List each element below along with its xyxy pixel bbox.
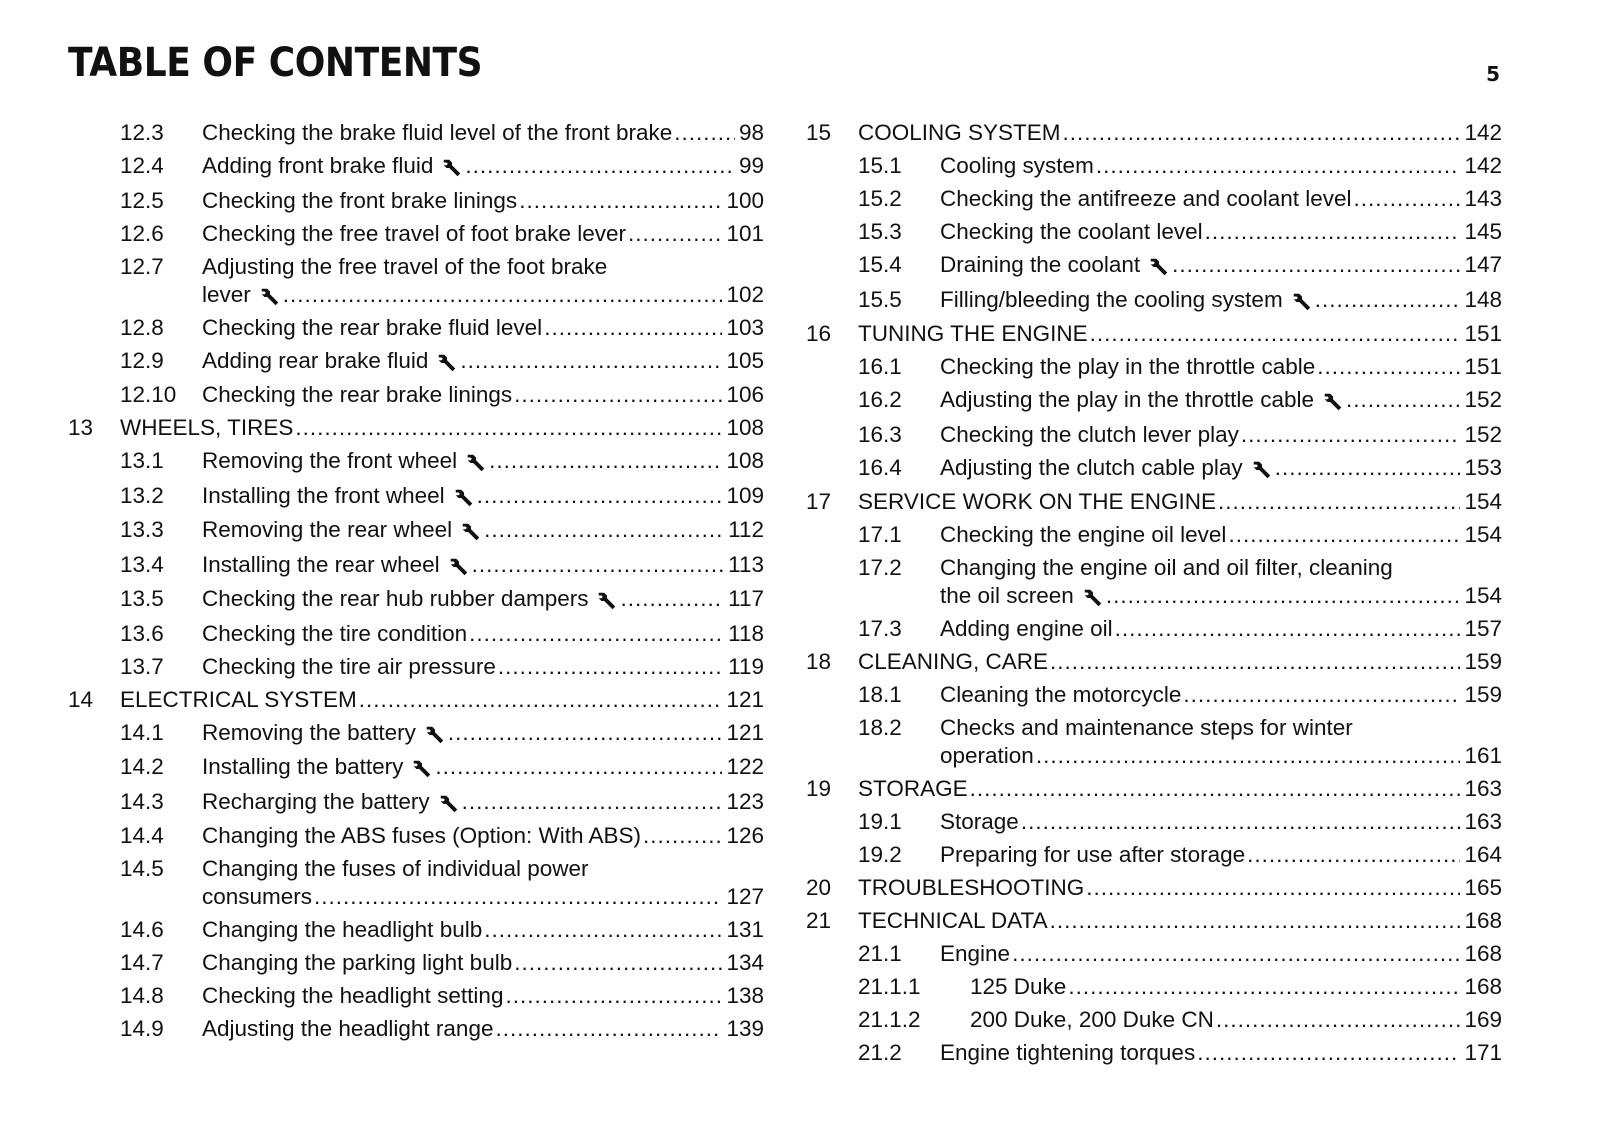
toc-entry-number: 16.1: [858, 354, 902, 379]
toc-entry-number: 14.6: [120, 917, 164, 942]
toc-entry-title: Adjusting the clutch cable play: [940, 454, 1243, 480]
toc-entry-title: Adding engine oil: [940, 616, 1113, 641]
toc-entry-number: 12.5: [120, 187, 164, 213]
toc-page-number: 153: [1464, 454, 1502, 480]
toc-entry-title: Checking the play in the throttle cable: [940, 354, 1316, 379]
toc-entry-title: Adjusting the headlight range: [202, 1016, 494, 1041]
toc-left-column: [68, 116, 764, 1045]
toc-entry-number: 12.6: [120, 220, 164, 246]
leader-dots: [1090, 321, 1461, 347]
toc-entry-title: Checking the tire air pressure: [202, 653, 496, 679]
wrench-icon: [259, 286, 281, 308]
toc-entry-title: Checking the engine oil level: [940, 522, 1227, 547]
toc-entry[interactable]: [68, 785, 764, 820]
toc-entry-title: Adding front brake fluid: [202, 153, 434, 178]
toc-page-number: 122: [726, 754, 764, 779]
toc-page-number: 151: [1464, 321, 1502, 346]
toc-entry[interactable]: [806, 937, 1502, 970]
toc-entry[interactable]: [806, 678, 1502, 711]
toc-entry[interactable]: [806, 283, 1502, 318]
toc-entry-title: Checking the free travel of foot brake lever: [202, 220, 626, 246]
toc-entry[interactable]: [68, 946, 764, 979]
toc-entry-number: 16.2: [858, 387, 902, 412]
toc-entry-number: 12.3: [120, 120, 164, 145]
toc-page-number: 154: [1464, 583, 1502, 608]
toc-chapter[interactable]: [806, 116, 1502, 149]
toc-page-number: 108: [726, 415, 764, 440]
page-title: TABLE OF CONTENTS: [68, 40, 483, 86]
leader-dots: [465, 153, 735, 179]
toc-entry-number: 19: [806, 776, 832, 801]
toc-entry-number: 14.3: [120, 788, 164, 814]
toc-entry-number: 13.4: [120, 551, 164, 577]
toc-entry[interactable]: [806, 350, 1502, 383]
toc-entry-number: 16.3: [858, 421, 902, 447]
toc-page-number: 168: [1464, 941, 1502, 966]
toc-entry[interactable]: [68, 913, 764, 946]
leader-dots: [498, 654, 724, 680]
toc-page-number: 159: [1464, 682, 1502, 707]
toc-entry-number: 14: [68, 686, 94, 712]
toc-entry-title: Checking the rear brake linings: [202, 382, 513, 407]
toc-entry-number: 19.1: [858, 809, 902, 834]
toc-entry-number: 14.9: [120, 1016, 164, 1041]
wrench-icon: [1082, 587, 1104, 609]
wrench-icon: [424, 724, 446, 746]
toc-page-number: 148: [1464, 286, 1502, 312]
toc-entry-title: Installing the rear wheel: [202, 551, 440, 577]
toc-entry-title: Adjusting the free travel of the foot brake: [202, 253, 608, 279]
leader-dots: [674, 120, 735, 146]
toc-entry[interactable]: [68, 149, 764, 184]
wrench-icon: [438, 793, 460, 815]
toc-page-number: 152: [1464, 387, 1502, 412]
toc-entry-number: 21.1.2: [858, 1007, 921, 1032]
wrench-icon: [1291, 291, 1313, 313]
toc-entry-title: Removing the battery: [202, 719, 416, 745]
toc-page-number: 121: [726, 719, 764, 745]
toc-page-number: 119: [728, 653, 764, 679]
toc-entry-number: 16.4: [858, 454, 902, 480]
toc-entry[interactable]: [68, 513, 764, 548]
wrench-icon: [1251, 459, 1273, 481]
toc-entry-title: Removing the front wheel: [202, 448, 458, 473]
toc-entry-number: 17.2: [858, 555, 902, 580]
toc-entry-number: 14.5: [120, 856, 164, 881]
toc-entry-title: Engine: [940, 941, 1011, 966]
toc-entry[interactable]: [806, 149, 1502, 182]
leader-dots: [519, 188, 722, 214]
toc-entry-number: 15: [806, 120, 832, 145]
wrench-icon: [448, 556, 470, 578]
leader-dots: [1115, 616, 1461, 642]
wrench-icon: [441, 157, 463, 179]
toc-page-number: 152: [1464, 421, 1502, 447]
leader-dots: [295, 415, 722, 441]
toc-entry-title: Installing the front wheel: [202, 482, 445, 508]
toc-page-number: 163: [1464, 776, 1502, 801]
toc-entry[interactable]: [68, 444, 764, 479]
toc-entry[interactable]: [68, 116, 764, 149]
toc-entry-number: 17.3: [858, 616, 902, 641]
toc-entry-title: Checking the headlight setting: [202, 983, 504, 1008]
toc-entry-title: Checking the rear hub rubber dampers: [202, 586, 589, 611]
leader-dots: [1086, 875, 1460, 901]
toc-entry[interactable]: [806, 518, 1502, 551]
leader-dots: [462, 789, 723, 815]
leader-dots: [448, 720, 723, 746]
toc-entry[interactable]: [68, 311, 764, 344]
toc-entry-number: 14.7: [120, 950, 164, 975]
toc-entry-title: Recharging the battery: [202, 788, 430, 814]
wrench-icon: [596, 590, 618, 612]
toc-entry-title: Adding rear brake fluid: [202, 347, 429, 373]
toc-entry[interactable]: [68, 378, 764, 411]
toc-entry-number: 21.2: [858, 1040, 902, 1065]
toc-chapter[interactable]: [806, 317, 1502, 350]
toc-entry-number: 14.1: [120, 719, 164, 745]
toc-page-number: 151: [1464, 354, 1502, 379]
wrench-icon: [465, 452, 487, 474]
toc-entry[interactable]: [68, 1012, 764, 1045]
toc-entry-title: Checking the clutch lever play: [940, 421, 1239, 447]
leader-dots: [1063, 120, 1461, 146]
toc-entry[interactable]: [68, 344, 764, 379]
leader-dots: [489, 448, 722, 474]
leader-dots: [1096, 153, 1461, 179]
toc-entry-title: Engine tightening torques: [940, 1040, 1196, 1065]
toc-entry[interactable]: [806, 451, 1502, 486]
toc-page-number: 154: [1464, 522, 1502, 547]
toc-page-number: 101: [726, 220, 764, 246]
toc-page-number: 103: [726, 314, 764, 340]
toc-entry-number: 12.8: [120, 314, 164, 340]
toc-entry[interactable]: [806, 970, 1502, 1003]
toc-page-number: 106: [726, 382, 764, 407]
toc-entry-number: 14.2: [120, 754, 164, 779]
leader-dots: [1218, 489, 1460, 515]
toc-page-number: 127: [726, 884, 764, 909]
leader-dots: [472, 552, 724, 578]
leader-dots: [1315, 287, 1461, 313]
toc-entry-title: Installing the battery: [202, 754, 404, 779]
toc-entry-title: Changing the ABS fuses (Option: With ABS): [202, 823, 641, 848]
toc-entry[interactable]: [68, 479, 764, 514]
wrench-icon: [453, 487, 475, 509]
toc-page-number: 169: [1464, 1007, 1502, 1032]
leader-dots: [1275, 455, 1461, 481]
leader-dots: [1247, 842, 1460, 868]
toc-entry-number: 13.6: [120, 620, 164, 646]
toc-entry-number: 14.4: [120, 823, 164, 848]
leader-dots: [514, 382, 722, 408]
toc-entry-title: Adjusting the play in the throttle cable: [940, 387, 1314, 412]
toc-page-number: 98: [738, 120, 764, 145]
toc-entry-title: Changing the headlight bulb: [202, 917, 483, 942]
toc-entry-number: 15.4: [858, 252, 902, 277]
toc-entry-title: Storage: [940, 809, 1019, 834]
toc-right-column: [806, 116, 1502, 1069]
toc-chapter[interactable]: [68, 683, 764, 716]
toc-page-number: 105: [726, 347, 764, 373]
page-number: 5: [1486, 62, 1500, 86]
toc-entry-number: 15.5: [858, 286, 902, 312]
toc-entry[interactable]: [68, 650, 764, 683]
toc-entry-title: WHEELS, TIRES: [120, 415, 294, 440]
toc-page-number: 142: [1464, 120, 1502, 145]
toc-entry-title: Checking the tire condition: [202, 620, 468, 646]
wrench-icon: [460, 521, 482, 543]
leader-dots: [1172, 252, 1460, 278]
toc-page-number: 145: [1464, 219, 1502, 244]
toc-page-number: 165: [1464, 875, 1502, 900]
toc-page-number: 102: [726, 281, 764, 307]
toc-entry-title: CLEANING, CARE: [858, 649, 1049, 674]
toc-page-number: 123: [726, 788, 764, 814]
leader-dots: [505, 983, 722, 1009]
toc-page-number: 161: [1464, 743, 1502, 768]
toc-entry[interactable]: [68, 750, 764, 785]
leader-dots: [435, 754, 722, 780]
toc-entry[interactable]: [806, 248, 1502, 283]
toc-entry[interactable]: [68, 716, 764, 751]
leader-dots: [1354, 186, 1461, 212]
leader-dots: [1021, 809, 1461, 835]
toc-entry-title: consumers: [202, 884, 313, 909]
toc-entry-number: 12.10: [120, 382, 177, 407]
toc-entry-number: 13.5: [120, 586, 164, 611]
leader-dots: [1346, 387, 1460, 413]
toc-entry[interactable]: [806, 215, 1502, 248]
toc-entry-title: Filling/bleeding the cooling system: [940, 286, 1283, 312]
toc-entry-number: 13.3: [120, 517, 164, 542]
wrench-icon: [1148, 256, 1170, 278]
toc-entry-title: TUNING THE ENGINE: [858, 321, 1088, 346]
toc-entry-title: Draining the coolant: [940, 252, 1141, 277]
toc-entry-number: 13: [68, 415, 94, 440]
leader-dots: [1205, 219, 1461, 245]
leader-dots: [1216, 1007, 1461, 1033]
leader-dots: [484, 917, 722, 943]
toc-page-number: 131: [726, 917, 764, 942]
toc-page-number: 163: [1464, 809, 1502, 834]
toc-page-number: 171: [1464, 1040, 1502, 1065]
leader-dots: [484, 517, 724, 543]
toc-entry[interactable]: [68, 548, 764, 583]
toc-entry-title: 125 Duke: [970, 974, 1067, 999]
leader-dots: [1036, 743, 1461, 769]
toc-entry-number: 21.1: [858, 941, 902, 966]
leader-dots: [1050, 649, 1460, 675]
toc-entry-title: Preparing for use after storage: [940, 842, 1246, 867]
toc-entry-number: 15.2: [858, 186, 902, 211]
leader-dots: [1106, 583, 1461, 609]
toc-entry-title: COOLING SYSTEM: [858, 120, 1061, 145]
toc-entry-number: 17.1: [858, 522, 902, 547]
leader-dots: [1050, 908, 1461, 934]
leader-dots: [544, 315, 722, 341]
leader-dots: [1228, 522, 1460, 548]
toc-entry-title: Cleaning the motorcycle: [940, 682, 1182, 707]
toc-entry-title: TECHNICAL DATA: [858, 908, 1048, 933]
toc-page-number: 113: [728, 551, 764, 577]
toc-entry-number: 12.7: [120, 253, 164, 279]
toc-entry-number: 21: [806, 908, 832, 933]
toc-entry[interactable]: [68, 852, 764, 913]
toc-chapter[interactable]: [806, 772, 1502, 805]
leader-dots: [1241, 422, 1461, 448]
toc-entry[interactable]: [68, 979, 764, 1012]
toc-entry-title: Removing the rear wheel: [202, 517, 453, 542]
toc-entry[interactable]: [806, 838, 1502, 871]
toc-entry-number: 13.2: [120, 482, 164, 508]
toc-entry-title: Changing the engine oil and oil filter, cleaning: [940, 555, 1393, 580]
wrench-icon: [411, 758, 433, 780]
leader-dots: [1197, 1040, 1460, 1066]
leader-dots: [1183, 682, 1460, 708]
toc-page-number: 117: [728, 586, 764, 611]
toc-entry-number: 21.1.1: [858, 974, 921, 999]
toc-page-number: 143: [1464, 186, 1502, 211]
toc-page-number: 159: [1464, 649, 1502, 674]
leader-dots: [514, 950, 722, 976]
toc-entry-title: SERVICE WORK ON THE ENGINE: [858, 489, 1216, 514]
toc-entry-title: ELECTRICAL SYSTEM: [120, 686, 357, 712]
toc-page-number: 147: [1464, 252, 1502, 277]
toc-entry[interactable]: [806, 1003, 1502, 1036]
toc-entry[interactable]: [68, 217, 764, 250]
leader-dots: [643, 823, 722, 849]
toc-entry[interactable]: [68, 617, 764, 650]
toc-entry[interactable]: [68, 184, 764, 217]
toc-entry[interactable]: [806, 551, 1502, 612]
toc-entry-title: Checks and maintenance steps for winter: [940, 715, 1353, 740]
leader-dots: [1317, 354, 1460, 380]
toc-entry-title: operation: [940, 743, 1034, 768]
toc-page-number: 99: [738, 153, 764, 178]
toc-entry-title: Cooling system: [940, 153, 1094, 178]
toc-entry-title: Checking the brake fluid level of the front brake: [202, 120, 673, 145]
toc-entry[interactable]: [806, 418, 1502, 451]
toc-entry-number: 18.2: [858, 715, 902, 740]
leader-dots: [469, 621, 724, 647]
toc-page-number: 154: [1464, 489, 1502, 514]
toc-entry-number: 18.1: [858, 682, 902, 707]
toc-entry-number: 12.4: [120, 153, 164, 178]
leader-dots: [283, 282, 723, 308]
toc-entry-title: lever: [202, 281, 251, 307]
toc-page-number: 100: [726, 187, 764, 213]
toc-entry-number: 16: [806, 321, 832, 346]
toc-chapter[interactable]: [806, 871, 1502, 904]
toc-page-number: 168: [1464, 908, 1502, 933]
leader-dots: [620, 586, 724, 612]
toc-page-number: 109: [726, 482, 764, 508]
toc-entry-title: STORAGE: [858, 776, 968, 801]
toc-entry[interactable]: [806, 711, 1502, 772]
toc-page-number: 139: [726, 1016, 764, 1041]
toc-page-number: 121: [726, 686, 764, 712]
toc-entry-number: 15.1: [858, 153, 902, 178]
leader-dots: [495, 1016, 722, 1042]
toc-page-number: 164: [1464, 842, 1502, 867]
toc-entry-number: 14.8: [120, 983, 164, 1008]
toc-page-number: 157: [1464, 616, 1502, 641]
toc-entry[interactable]: [806, 182, 1502, 215]
toc-entry-number: 19.2: [858, 842, 902, 867]
leader-dots: [1068, 974, 1460, 1000]
wrench-icon: [1322, 391, 1344, 413]
toc-entry-number: 13.1: [120, 448, 164, 473]
toc-entry[interactable]: [806, 1036, 1502, 1069]
toc-entry[interactable]: [806, 383, 1502, 418]
toc-entry-number: 18: [806, 649, 832, 674]
toc-entry-number: 17: [806, 489, 832, 514]
toc-entry-number: 20: [806, 875, 832, 900]
toc-entry-title: Checking the antifreeze and coolant level: [940, 186, 1352, 211]
toc-entry-title: Changing the parking light bulb: [202, 950, 513, 975]
leader-dots: [970, 776, 1461, 802]
toc-page-number: 126: [726, 823, 764, 848]
leader-dots: [1012, 941, 1460, 967]
toc-chapter[interactable]: [806, 645, 1502, 678]
leader-dots: [359, 687, 723, 713]
toc-page-number: 138: [726, 983, 764, 1008]
toc-page-number: 112: [728, 517, 764, 542]
toc-entry-title: Checking the rear brake fluid level: [202, 314, 543, 340]
toc-page-number: 118: [728, 620, 764, 646]
toc-entry[interactable]: [806, 805, 1502, 838]
toc-entry-title: Checking the front brake linings: [202, 187, 518, 213]
leader-dots: [477, 483, 723, 509]
toc-chapter[interactable]: [68, 411, 764, 444]
toc-chapter[interactable]: [806, 485, 1502, 518]
toc-entry-title: TROUBLESHOOTING: [858, 875, 1085, 900]
toc-entry-title: the oil screen: [940, 583, 1074, 608]
toc-entry-title: Changing the fuses of individual power: [202, 856, 589, 881]
toc-entry[interactable]: [68, 819, 764, 852]
toc-entry[interactable]: [68, 582, 764, 617]
toc-entry-title: 200 Duke, 200 Duke CN: [970, 1007, 1214, 1032]
toc-page-number: 168: [1464, 974, 1502, 999]
toc-page-number: 134: [726, 950, 764, 975]
toc-chapter[interactable]: [806, 904, 1502, 937]
toc-entry-number: 12.9: [120, 347, 164, 373]
toc-entry[interactable]: [806, 612, 1502, 645]
toc-page-number: 142: [1464, 153, 1502, 178]
toc-entry-title: Checking the coolant level: [940, 219, 1203, 244]
leader-dots: [460, 348, 722, 374]
toc-entry[interactable]: [68, 250, 764, 311]
toc-entry-number: 15.3: [858, 219, 902, 244]
toc-page-number: 108: [726, 448, 764, 473]
toc-entry-number: 13.7: [120, 653, 164, 679]
leader-dots: [628, 221, 722, 247]
leader-dots: [314, 884, 722, 910]
wrench-icon: [436, 352, 458, 374]
